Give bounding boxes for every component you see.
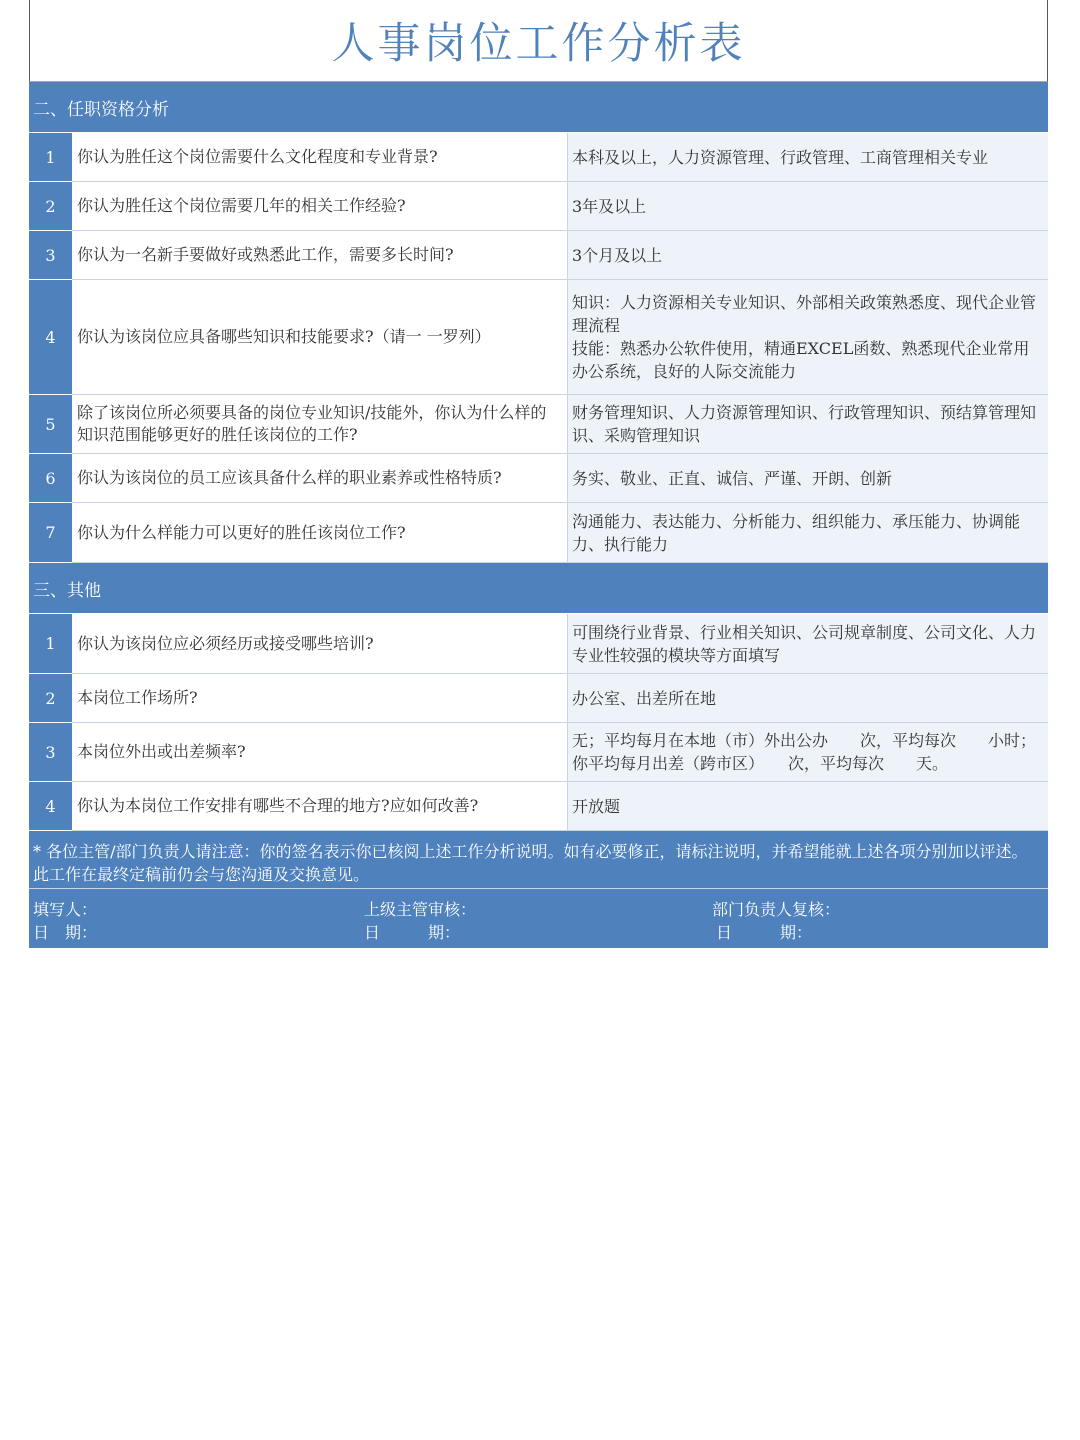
answer-cell[interactable] [568,133,1048,181]
answer-cell[interactable] [568,395,1048,453]
question-cell[interactable] [72,782,568,830]
answer-text: 务实、敬业、正直、诚信、严谨、开朗、创新 [572,468,893,488]
question-text: 你认为胜任这个岗位需要几年的相关工作经验? [77,196,406,215]
question-text: 你认为一名新手要做好或熟悉此工作，需要多长时间? [77,245,454,264]
row-number: 1 [29,133,72,182]
date-label-supervisor[interactable]: 日 期： [364,923,461,942]
question-cell[interactable] [72,280,568,394]
question-text: 你认为该岗位应具备哪些知识和技能要求?（请一 一罗列） [77,327,491,346]
table-row [29,395,1048,454]
table-row [29,723,1048,782]
answer-text: 财务管理知识、人力资源管理知识、行政管理知识、预结算管理知识、采购管理知识 [572,403,1037,445]
answer-text: 可围绕行业背景、行业相关知识、公司规章制度、公司文化、人力专业性较强的模块等方面填写 [572,622,1037,665]
supervisor-note: * 各位主管/部门负责人请注意：你的签名表示你已核阅上述工作分析说明。如有必要修正，请标注说明，并希望能就上述各项分别加以评述。此工作在最终定稿前仍会与您沟通及交换意见。 [29,831,1048,889]
date-label-dept-head[interactable]: 日 期： [716,923,813,942]
question-cell[interactable] [72,454,568,502]
answer-cell[interactable] [568,674,1048,722]
answer-cell[interactable] [568,723,1048,781]
question-text: 你认为胜任这个岗位需要什么文化程度和专业背景? [77,147,438,166]
table-row [29,231,1048,280]
table-row [29,614,1048,674]
question-text: 本岗位工作场所? [77,688,198,707]
answer-text: 知识：人力资源相关专业知识、外部相关政策熟悉度、现代企业管理流程 技能：熟悉办公软件使用，精通EXCEL函数、熟悉现代企业常用办公系统，良好的人际交流能力 [572,293,1037,381]
section-heading-qualification: 二、任职资格分析 [29,82,1048,133]
question-cell[interactable] [72,503,568,562]
question-text: 除了该岗位所必须要具备的岗位专业知识/技能外，你认为什么样的知识范围能够更好的胜任该岗位的工作? [77,403,547,444]
question-cell[interactable] [72,182,568,230]
answer-cell[interactable] [568,782,1048,830]
page-title: 人事岗位工作分析表 [331,19,746,69]
table-row [29,674,1048,723]
row-number: 2 [29,674,72,723]
answer-text: 开放题 [572,796,621,816]
question-text: 你认为该岗位的员工应该具备什么样的职业素养或性格特质? [77,468,502,487]
answer-text: 本科及以上，人力资源管理、行政管理、工商管理相关专业 [572,147,989,167]
row-number: 5 [29,395,72,454]
answer-text: 3个月及以上 [572,245,663,265]
question-cell[interactable] [72,614,568,673]
title-row [29,0,1048,82]
analysis-sheet [29,0,1048,948]
row-number: 2 [29,182,72,231]
question-text: 你认为该岗位应必须经历或接受哪些培训? [77,633,374,653]
answer-text: 办公室、出差所在地 [572,688,717,708]
answer-cell[interactable] [568,231,1048,279]
answer-cell[interactable] [568,182,1048,230]
question-cell[interactable] [72,723,568,781]
signature-block [29,889,1048,948]
question-text: 你认为什么样能力可以更好的胜任该岗位工作? [77,522,406,542]
supervisor-review-label[interactable]: 上级主管审核： [364,900,477,919]
answer-text: 无；平均每月在本地（市）外出公办 次，平均每次 小时；你平均每月出差（跨市区） 次，平均每次 天。 [572,731,1037,773]
table-row [29,133,1048,182]
date-label-filler[interactable]: 日 期： [33,923,98,942]
answer-text: 沟通能力、表达能力、分析能力、组织能力、承压能力、协调能力、执行能力 [572,511,1021,554]
row-number: 4 [29,782,72,831]
answer-cell[interactable] [568,614,1048,673]
answer-cell[interactable] [568,454,1048,502]
row-number: 3 [29,723,72,782]
answer-cell[interactable] [568,503,1048,562]
table-row [29,782,1048,831]
answer-cell[interactable] [568,280,1048,394]
row-number: 4 [29,280,72,395]
table-row [29,280,1048,395]
row-number: 3 [29,231,72,280]
table-row [29,182,1048,231]
row-number: 6 [29,454,72,503]
question-cell[interactable] [72,395,568,453]
dept-head-review-label[interactable]: 部门负责人复核： [712,900,841,919]
question-cell[interactable] [72,674,568,722]
answer-text: 3年及以上 [572,196,647,216]
question-cell[interactable] [72,133,568,181]
row-number: 1 [29,614,72,674]
filler-label[interactable]: 填写人： [33,900,98,919]
row-number: 7 [29,503,72,563]
section-heading-other: 三、其他 [29,563,1048,614]
question-text: 本岗位外出或出差频率? [77,742,246,761]
table-row [29,454,1048,503]
table-row [29,503,1048,563]
question-cell[interactable] [72,231,568,279]
question-text: 你认为本岗位工作安排有哪些不合理的地方?应如何改善? [77,796,479,815]
